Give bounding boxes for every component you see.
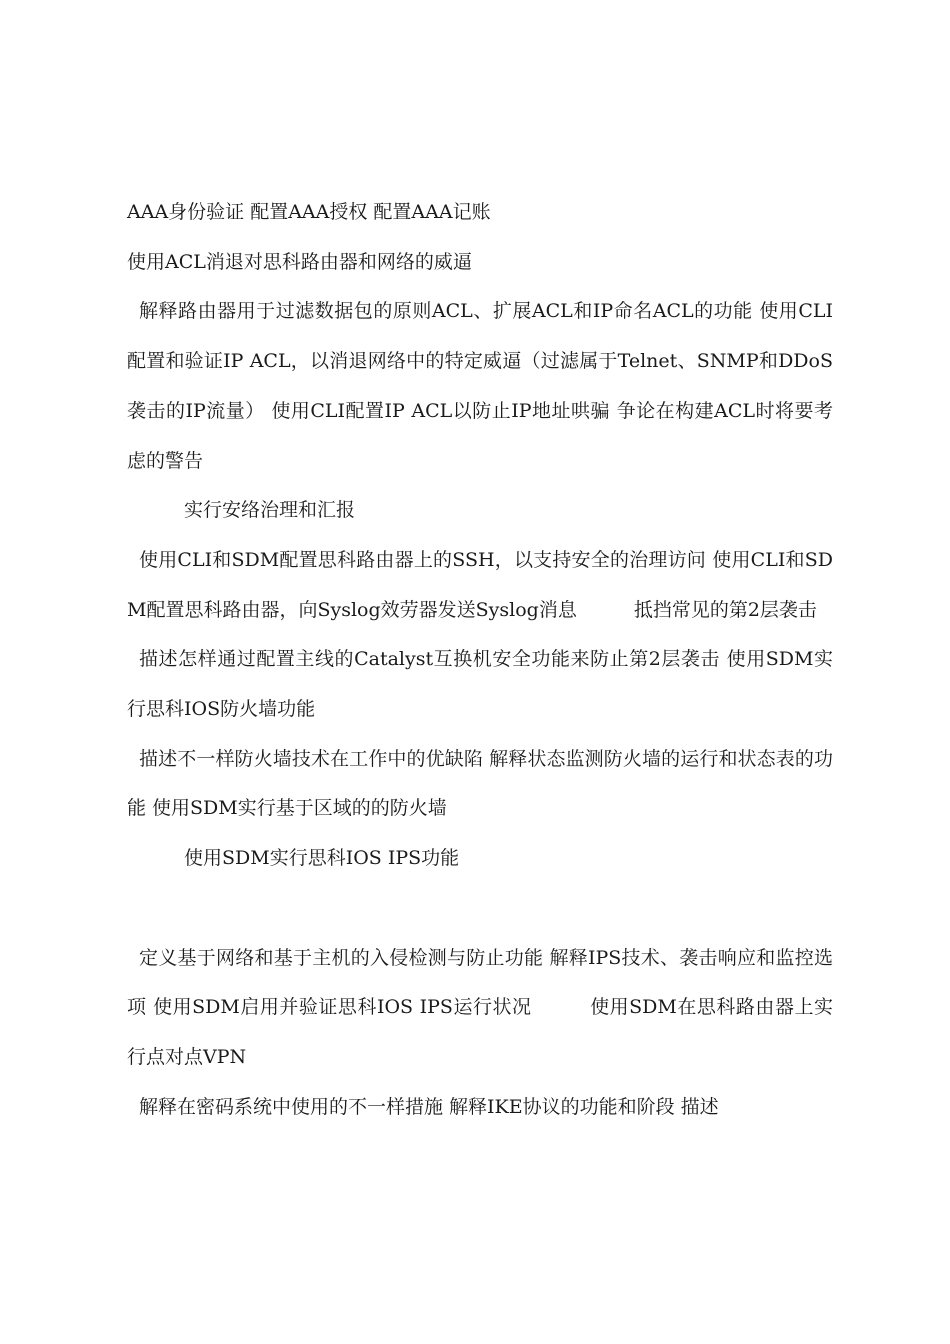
paragraph-crypto: 解释在密码系统中使用的不一样措施 解释IKE协议的功能和阶段 描述 [139,1095,719,1118]
blank-line [127,884,833,934]
document-body [127,188,833,1132]
paragraph-layer2-firewall: 描述怎样通过配置主线的Catalyst互换机安全功能来防止第2层袭击 使用SDM实行思科IOS防火墙功能 [127,648,833,721]
paragraph-acl-heading: 使用ACL消退对思科路由器和网络的威逼 [127,250,472,273]
paragraph-firewall-details: 描述不一样防火墙技术在工作中的优缺陷 解释状态监测防火墙的运行和状态表的功能 使用SDM实行基于区域的的防火墙 [127,747,833,820]
paragraph-ips-details: 定义基于网络和基于主机的入侵检测与防止功能 解释IPS技术、袭击响应和监控选项 使用SDM启用并验证思科IOS IPS运行状况 使用SDM在思科路由器上实行点对点VPN [127,946,833,1068]
paragraph-ips-heading: 使用SDM实行思科IOS IPS功能 [184,847,460,870]
paragraph-aaa: AAA身份验证 配置AAA授权 配置AAA记账 [127,201,491,223]
paragraph-acl-details: 解释路由器用于过滤数据包的原则ACL、扩展ACL和IP命名ACL的功能 使用CLI配置和验证IP ACL，以消退网络中的特定威逼（过滤属于Telnet、SNMP和DDoS袭击的IP流量） 使用CLI配置IP ACL以防止IP地址哄骗 争论在构建ACL时将要考虑的警告 [127,300,833,472]
paragraph-ssh-syslog: 使用CLI和SDM配置思科路由器上的SSH，以支持安全的治理访问 使用CLI和SDM配置思科路由器，向Syslog效劳器发送Syslog消息 抵挡常见的第2层袭击 [127,548,833,621]
paragraph-network-management-heading: 实行安络治理和汇报 [184,499,356,522]
